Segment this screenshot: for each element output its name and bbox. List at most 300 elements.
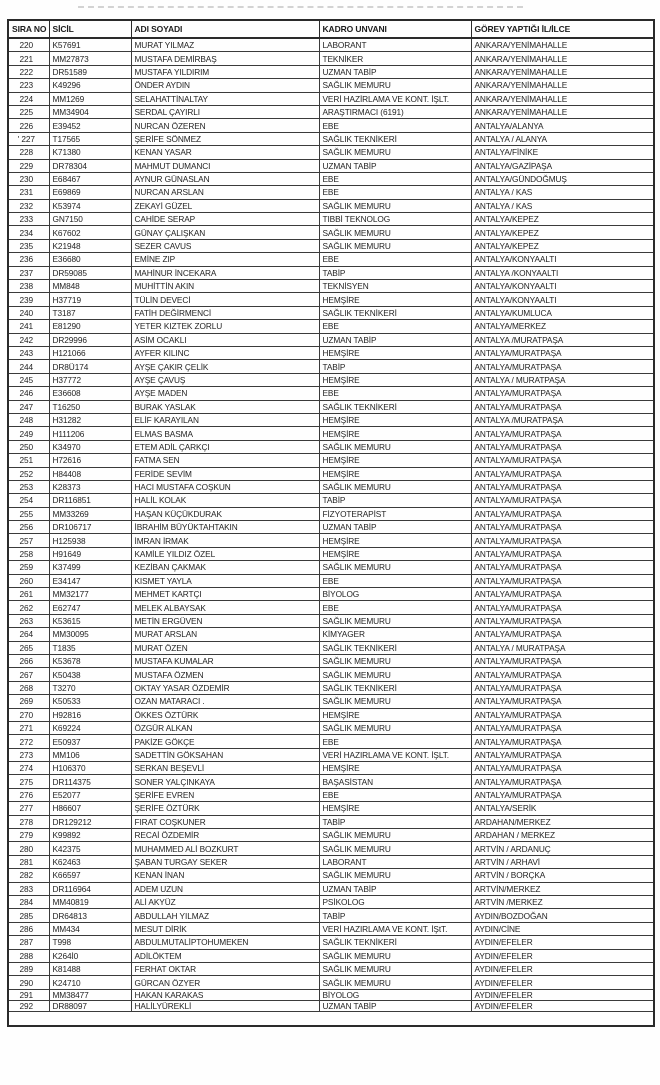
cell: ŞERİFE ÖZTÜRK — [131, 802, 319, 815]
cell: ANTALYA/MURATPAŞA — [471, 547, 654, 560]
cell: DR116851 — [49, 494, 131, 507]
cell: K99892 — [49, 829, 131, 842]
table-row — [8, 641, 654, 654]
cell: E34147 — [49, 574, 131, 587]
cell: VERİ HAZIRLAMA VE KONT. İŞLT. — [319, 748, 471, 761]
cell: ARTVİN / ARHAVİ — [471, 855, 654, 868]
cell: H86607 — [49, 802, 131, 815]
cell: TABİP — [319, 266, 471, 279]
cell: DR29996 — [49, 333, 131, 346]
cell: EBE — [319, 186, 471, 199]
empty-row — [8, 1011, 654, 1026]
cell: ANTALYA/KEPEZ — [471, 226, 654, 239]
cell: DR114375 — [49, 775, 131, 788]
cell: ANTALYA /MURATPAŞA — [471, 333, 654, 346]
table-row — [8, 588, 654, 601]
cell: FATİH DEĞİRMENCİ — [131, 306, 319, 319]
table-row — [8, 306, 654, 319]
cell: ARTVİN / BORÇKA — [471, 869, 654, 882]
table-row — [8, 721, 654, 734]
table-row — [8, 815, 654, 828]
cell: SAĞLIK MEMURU — [319, 440, 471, 453]
cell: GÜNAY ÇALIŞKAN — [131, 226, 319, 239]
cell: UZMAN TABİP — [319, 65, 471, 78]
cell: ANTALYA/KUMLUCA — [471, 306, 654, 319]
cell: AYDIN/EFELER — [471, 989, 654, 1000]
cell: MUSTAFA ÖZMEN — [131, 668, 319, 681]
table-row — [8, 253, 654, 266]
table-row — [8, 119, 654, 132]
cell: SAĞLIK MEMURU — [319, 654, 471, 667]
cell: LABORANT — [319, 38, 471, 52]
cell: MM34904 — [49, 105, 131, 118]
cell: E62747 — [49, 601, 131, 614]
cell: ADEM UZUN — [131, 882, 319, 895]
cell: 256 — [8, 521, 49, 534]
cell: ELMAS BASMA — [131, 427, 319, 440]
cell: ANTALYA/KONYAALTI — [471, 280, 654, 293]
cell: 287 — [8, 936, 49, 949]
cell: SAĞLIK MEMURU — [319, 199, 471, 212]
cell: 272 — [8, 735, 49, 748]
cell: 274 — [8, 762, 49, 775]
cell: 226 — [8, 119, 49, 132]
cell: ÖKKES ÖZTÜRK — [131, 708, 319, 721]
cell: K50533 — [49, 695, 131, 708]
cell: K264İ0 — [49, 949, 131, 962]
cell: 264 — [8, 628, 49, 641]
cell: ANTALYA/MURATPAŞA — [471, 387, 654, 400]
cell: K42375 — [49, 842, 131, 855]
cell: T3270 — [49, 681, 131, 694]
cell: 259 — [8, 561, 49, 574]
table-row — [8, 427, 654, 440]
cell: ANTALYA/MURATPAŞA — [471, 427, 654, 440]
cell: FERİDE SEVİM — [131, 467, 319, 480]
cell: ANTALYA /KONYAALTI — [471, 266, 654, 279]
cell: ARTVİN / ARDANUÇ — [471, 842, 654, 855]
table-row — [8, 333, 654, 346]
cell: HAŞAN KÜÇÜKDURAK — [131, 507, 319, 520]
cell: K57691 — [49, 38, 131, 52]
cell: AYDIN/EFELER — [471, 962, 654, 975]
cell: ANTALYA/SERİK — [471, 802, 654, 815]
cell: 277 — [8, 802, 49, 815]
cell: 233 — [8, 213, 49, 226]
table-row — [8, 668, 654, 681]
cell: DR51589 — [49, 65, 131, 78]
cell: 251 — [8, 454, 49, 467]
cell: 252 — [8, 467, 49, 480]
cell: FATMA SEN — [131, 454, 319, 467]
cell: EBE — [319, 172, 471, 185]
cell: OKTAY YASAR ÖZDEMİR — [131, 681, 319, 694]
table-row — [8, 788, 654, 801]
cell: ANTALYA/MURATPAŞA — [471, 467, 654, 480]
cell: ELİF KARAYILAN — [131, 413, 319, 426]
cell: 270 — [8, 708, 49, 721]
cell: H91649 — [49, 547, 131, 560]
cell: TABİP — [319, 494, 471, 507]
cell: TÜLİN DEVECİ — [131, 293, 319, 306]
cell: ANTALYA/MURATPAŞA — [471, 480, 654, 493]
cell: ANTALYA/GÜNDOĞMUŞ — [471, 172, 654, 185]
cell: K53974 — [49, 199, 131, 212]
cell: 220 — [8, 38, 49, 52]
cell: K49296 — [49, 79, 131, 92]
cell: HEMŞİRE — [319, 802, 471, 815]
cell: ASİM OCAKLI — [131, 333, 319, 346]
cell: SAĞLIK MEMURU — [319, 949, 471, 962]
cell: E39452 — [49, 119, 131, 132]
cell: MUSTAFA YILDIRIM — [131, 65, 319, 78]
cell: PSİKOLOG — [319, 896, 471, 909]
cell: 231 — [8, 186, 49, 199]
cell: BAŞASİSTAN — [319, 775, 471, 788]
cell: T998 — [49, 936, 131, 949]
cell: TABİP — [319, 909, 471, 922]
cell: E50937 — [49, 735, 131, 748]
cell: OZAN MATARACI . — [131, 695, 319, 708]
table-row — [8, 346, 654, 359]
cell: AYNUR GÜNASLAN — [131, 172, 319, 185]
cell: AYDIN/CİNE — [471, 922, 654, 935]
cell: ANTALYA / MURATPAŞA — [471, 373, 654, 386]
column-header-sira-no: SIRA NO — [8, 20, 49, 38]
cell: T16250 — [49, 400, 131, 413]
table-row — [8, 213, 654, 226]
cell: ANTALYA/MURATPAŞA — [471, 561, 654, 574]
cell: 225 — [8, 105, 49, 118]
cell: MAHMUT DUMANCI — [131, 159, 319, 172]
cell: PAKİZE GÖKÇE — [131, 735, 319, 748]
table-row — [8, 829, 654, 842]
cell: ABDULLAH YILMAZ — [131, 909, 319, 922]
cell: SERDAL ÇAYIRLI — [131, 105, 319, 118]
cell: 242 — [8, 333, 49, 346]
cell: 223 — [8, 79, 49, 92]
cell: HEMŞİRE — [319, 427, 471, 440]
cell: ANTALYA/GAZİPAŞA — [471, 159, 654, 172]
table-row — [8, 936, 654, 949]
cell: SERKAN BEŞEVLİ — [131, 762, 319, 775]
cell: ŞABAN TURGAY SEKER — [131, 855, 319, 868]
cell: SAĞLIK MEMURU — [319, 561, 471, 574]
cell: AYDIN/BOZDOĞAN — [471, 909, 654, 922]
cell: 266 — [8, 654, 49, 667]
table-row — [8, 79, 654, 92]
cell: 288 — [8, 949, 49, 962]
table-row — [8, 521, 654, 534]
cell: SAĞLIK TEKNİKERİ — [319, 306, 471, 319]
table-row — [8, 146, 654, 159]
cell: KENAN YASAR — [131, 146, 319, 159]
cell: TEKNİSYEN — [319, 280, 471, 293]
table-row — [8, 882, 654, 895]
cell: ARTVİN /MERKEZ — [471, 896, 654, 909]
cell: EBE — [319, 601, 471, 614]
cell: HEMŞİRE — [319, 708, 471, 721]
cell: ANKARA/YENİMAHALLE — [471, 79, 654, 92]
column-header-sicil: SİCİL — [49, 20, 131, 38]
cell: ŞERİFE SÖNMEZ — [131, 132, 319, 145]
table-row — [8, 762, 654, 775]
cell: K71380 — [49, 146, 131, 159]
cell: BİYOLOG — [319, 588, 471, 601]
table-row — [8, 440, 654, 453]
cell: ARAŞTIRMACI (6191) — [319, 105, 471, 118]
cell: BİYOLOG — [319, 989, 471, 1000]
table-row — [8, 989, 654, 1000]
cell: MM434 — [49, 922, 131, 935]
cell: 243 — [8, 346, 49, 359]
cell: AYFER KILINC — [131, 346, 319, 359]
table-row — [8, 561, 654, 574]
cell: EBE — [319, 119, 471, 132]
cell: SADETTİN GÖKSAHAN — [131, 748, 319, 761]
table-row — [8, 681, 654, 694]
cell: UZMAN TABİP — [319, 1000, 471, 1011]
cell: UZMAN TABİP — [319, 159, 471, 172]
table-row — [8, 266, 654, 279]
cell: 263 — [8, 614, 49, 627]
table-row — [8, 373, 654, 386]
cell: ANTALYA/MERKEZ — [471, 320, 654, 333]
cell: MM40819 — [49, 896, 131, 909]
cell: 269 — [8, 695, 49, 708]
table-row — [8, 802, 654, 815]
cell: 249 — [8, 427, 49, 440]
table-row — [8, 239, 654, 252]
cell: ANTALYA/MURATPAŞA — [471, 440, 654, 453]
cell: 237 — [8, 266, 49, 279]
table-row — [8, 601, 654, 614]
table-row — [8, 413, 654, 426]
cell: MM32177 — [49, 588, 131, 601]
cell: 271 — [8, 721, 49, 734]
cell: HEMŞİRE — [319, 373, 471, 386]
cell: EBE — [319, 320, 471, 333]
cell: UZMAN TABİP — [319, 333, 471, 346]
table-header-row — [8, 20, 654, 38]
cell: K28373 — [49, 480, 131, 493]
cell: SAĞLIK MEMURU — [319, 842, 471, 855]
cell: RECAİ ÖZDEMİR — [131, 829, 319, 842]
cell: MM30095 — [49, 628, 131, 641]
cell: 280 — [8, 842, 49, 855]
table-row — [8, 949, 654, 962]
cell: SAĞLIK MEMURU — [319, 869, 471, 882]
cell: H37772 — [49, 373, 131, 386]
cell: ANTALYA /MURATPAŞA — [471, 413, 654, 426]
cell: MEHMET KARTÇI — [131, 588, 319, 601]
cell: SAĞLIK MEMURU — [319, 614, 471, 627]
cell: ANTALYA/MURATPAŞA — [471, 654, 654, 667]
cell: 254 — [8, 494, 49, 507]
cell: 240 — [8, 306, 49, 319]
cell: EBE — [319, 788, 471, 801]
cell: E69869 — [49, 186, 131, 199]
cell: NURCAN ARSLAN — [131, 186, 319, 199]
cell: SAĞLIK MEMURU — [319, 79, 471, 92]
cell: ANTALYA / MURATPAŞA — [471, 641, 654, 654]
cell: MUHAMMED ALİ BOZKURT — [131, 842, 319, 855]
cell: H121066 — [49, 346, 131, 359]
cell: FİZYOTERAPİST — [319, 507, 471, 520]
cell: K53678 — [49, 654, 131, 667]
table-row — [8, 708, 654, 721]
cell: SAĞLIK MEMURU — [319, 829, 471, 842]
cell: SAĞLIK MEMURU — [319, 695, 471, 708]
cell: ADİLÖKTEM — [131, 949, 319, 962]
cell: ŞERİFE EVREN — [131, 788, 319, 801]
cell: AYDIN/EFELER — [471, 976, 654, 989]
cell: HEMŞİRE — [319, 534, 471, 547]
table-row — [8, 654, 654, 667]
scan-artifact-dashed-line — [78, 6, 523, 8]
cell: ANKARA/YENİMAHALLE — [471, 38, 654, 52]
cell: MURAT YILMAZ — [131, 38, 319, 52]
table-row — [8, 226, 654, 239]
cell: ANTALYA/MURATPAŞA — [471, 708, 654, 721]
cell: 262 — [8, 601, 49, 614]
column-header-gorev-yaptigi-il-ilce: GÖREV YAPTIĞI İL/İLCE — [471, 20, 654, 38]
cell: 224 — [8, 92, 49, 105]
table-row — [8, 628, 654, 641]
table-row — [8, 695, 654, 708]
cell: T3187 — [49, 306, 131, 319]
cell: K53615 — [49, 614, 131, 627]
cell: HACI MUSTAFA COŞKUN — [131, 480, 319, 493]
cell: VERİ HAZIRLAMA VE KONT. İŞtT. — [319, 922, 471, 935]
cell: ANTALYA/MURATPAŞA — [471, 588, 654, 601]
cell: İMRAN İRMAK — [131, 534, 319, 547]
cell: FIRAT COŞKUNER — [131, 815, 319, 828]
table-row — [8, 976, 654, 989]
cell: H84408 — [49, 467, 131, 480]
cell: SAĞLIK TEKNİKERİ — [319, 132, 471, 145]
cell: 273 — [8, 748, 49, 761]
cell: MURAT ARSLAN — [131, 628, 319, 641]
cell: SAĞLIK TEKNİKERİ — [319, 681, 471, 694]
cell: MELEK ALBAYSAK — [131, 601, 319, 614]
table-row — [8, 962, 654, 975]
cell: ANTALYA/MURATPAŞA — [471, 534, 654, 547]
cell: 290 — [8, 976, 49, 989]
cell: 279 — [8, 829, 49, 842]
table-row — [8, 52, 654, 65]
cell: K81488 — [49, 962, 131, 975]
cell: ANTALYA/MURATPAŞA — [471, 695, 654, 708]
cell: 221 — [8, 52, 49, 65]
cell: H125938 — [49, 534, 131, 547]
cell: 241 — [8, 320, 49, 333]
cell: EMİNE ZIP — [131, 253, 319, 266]
table-row — [8, 159, 654, 172]
cell: 278 — [8, 815, 49, 828]
table-row — [8, 614, 654, 627]
cell: DR64813 — [49, 909, 131, 922]
cell: 289 — [8, 962, 49, 975]
cell: MUSTAFA DEMİRBAŞ — [131, 52, 319, 65]
cell: 232 — [8, 199, 49, 212]
cell: ANKARA/YENİMAHALLE — [471, 105, 654, 118]
cell: 253 — [8, 480, 49, 493]
cell: EBE — [319, 574, 471, 587]
cell: KENAN İNAN — [131, 869, 319, 882]
cell: AYDIN/EFELER — [471, 936, 654, 949]
cell: HALİL KOLAK — [131, 494, 319, 507]
cell: 234 — [8, 226, 49, 239]
cell: MM38477 — [49, 989, 131, 1000]
cell: ÖZGÜR ALKAN — [131, 721, 319, 734]
table-row — [8, 494, 654, 507]
cell: DR129212 — [49, 815, 131, 828]
cell: 286 — [8, 922, 49, 935]
table-row — [8, 105, 654, 118]
cell: HEMŞİRE — [319, 762, 471, 775]
cell: KİMYAGER — [319, 628, 471, 641]
cell: E68467 — [49, 172, 131, 185]
cell: EBE — [319, 735, 471, 748]
cell: 228 — [8, 146, 49, 159]
cell: MM106 — [49, 748, 131, 761]
cell: HEMŞİRE — [319, 346, 471, 359]
cell: ANTALYA/ALANYA — [471, 119, 654, 132]
cell: AYDIN/EFELER — [471, 949, 654, 962]
cell: FERHAT OKTAR — [131, 962, 319, 975]
cell: ANTALYA/KONYAALTI — [471, 253, 654, 266]
cell: H72616 — [49, 454, 131, 467]
cell: HAKAN KARAKAS — [131, 989, 319, 1000]
table-row — [8, 547, 654, 560]
cell: ARTVİN/MERKEZ — [471, 882, 654, 895]
column-header-adi-soyadi: ADI SOYADI — [131, 20, 319, 38]
cell: SAĞLIK MEMURU — [319, 962, 471, 975]
cell: 282 — [8, 869, 49, 882]
cell: DR116964 — [49, 882, 131, 895]
cell: ANTALYA/MURATPAŞA — [471, 494, 654, 507]
cell: ANKARA/YENİMAHALLE — [471, 65, 654, 78]
cell: ANTALYA/MURATPAŞA — [471, 360, 654, 373]
cell: LABORANT — [319, 855, 471, 868]
cell: 247 — [8, 400, 49, 413]
cell: HEMŞİRE — [319, 547, 471, 560]
cell: 260 — [8, 574, 49, 587]
cell: ' 227 — [8, 132, 49, 145]
cell: ANKARA/YENİMAHALLE — [471, 92, 654, 105]
cell: ANTALYA/MURATPAŞA — [471, 681, 654, 694]
cell: ZEKAYİ GÜZEL — [131, 199, 319, 212]
cell: H106370 — [49, 762, 131, 775]
cell: NURCAN ÖZEREN — [131, 119, 319, 132]
cell: SAĞLIK MEMURU — [319, 239, 471, 252]
cell: SEZER CAVUS — [131, 239, 319, 252]
cell: ANTALYA / KAS — [471, 186, 654, 199]
cell: 246 — [8, 387, 49, 400]
table-row — [8, 842, 654, 855]
table-row — [8, 748, 654, 761]
cell: SAĞLIK MEMURU — [319, 668, 471, 681]
cell: K24710 — [49, 976, 131, 989]
cell: 230 — [8, 172, 49, 185]
cell: 283 — [8, 882, 49, 895]
cell: E36680 — [49, 253, 131, 266]
cell: H111206 — [49, 427, 131, 440]
table-row — [8, 280, 654, 293]
cell: SAĞLIK TEKNİKERİ — [319, 400, 471, 413]
cell: E81290 — [49, 320, 131, 333]
